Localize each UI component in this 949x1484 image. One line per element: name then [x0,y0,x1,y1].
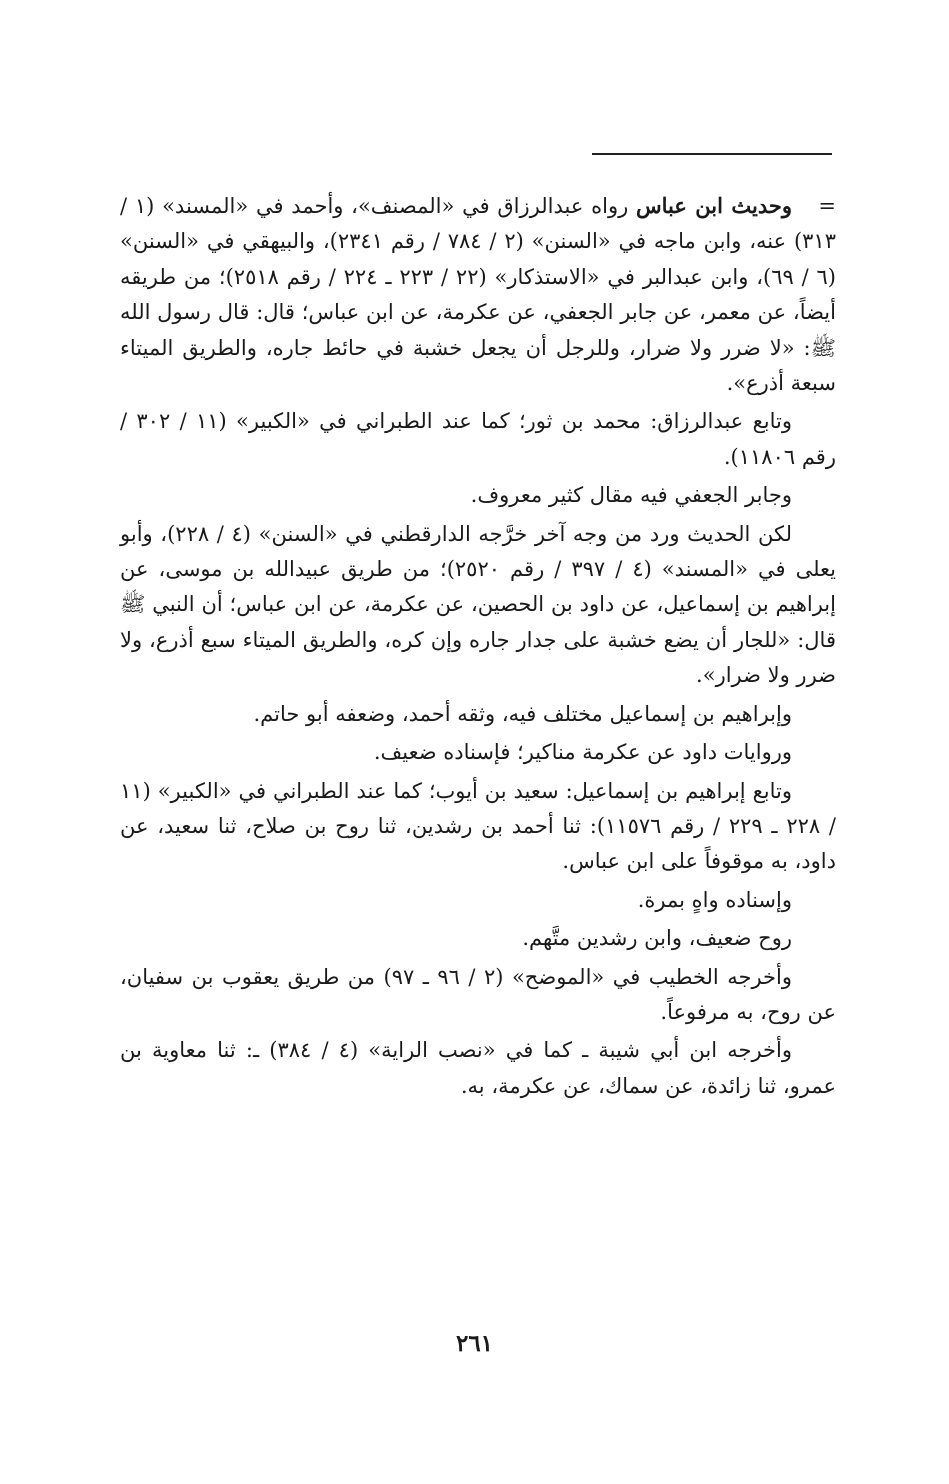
footnote-paragraph-8: وإسناده واهٍ بمرة. [637,887,792,912]
footnote-paragraph-9: روح ضعيف، وابن رشدين متَّهم. [522,926,792,951]
footnote-paragraph-2: وتابع عبدالرزاق: محمد بن ثور؛ كما عند الطبراني في «الكبير» (١١ / ٣٠٢ / رقم ١١٨٠٦). [120,409,836,469]
footnote-paragraph-1 [120,188,836,401]
footnote-paragraph-6: وروايات داود عن عكرمة مناكير؛ فإسناده ضعيف. [373,740,792,765]
footnote-paragraph-5: وإبراهيم بن إسماعيل مختلف فيه، وثقه أحمد، وضعفه أبو حاتم. [253,701,792,726]
continuation-marker: = [818,194,836,218]
page-number: ٢٦١ [455,1330,494,1357]
footnote-paragraph-1-text: رواه عبدالرزاق في «المصنف»، وأحمد في «المسند» (١ / ٣١٣) عنه، وابن ماجه في «السنن» (٢ / ٧٨٤ / رقم ٢٣٤١)، والبيهقي في «السنن» (٦ / ٦٩)، وابن عبدالبر في «الاستذكار» (٢٢ / ٢٢٣ ـ ٢٢٤ / رقم ٢٥١٨)؛ من طريقه أيضاً، عن معمر، عن جابر الجعفي، عن عكرمة، عن ابن عباس؛ قال: قال رسول الله ﷺ: «لا ضرر ولا ضرار، وللرجل أن يجعل خشبة في حائط جاره، والطريق الميتاء سبعة أذرع». [120,194,836,396]
footnote-paragraph-4: لكن الحديث ورد من وجه آخر خرَّجه الدارقطني في «السنن» (٤ / ٢٢٨)، وأبو يعلى في «المسند» (٤ / ٣٩٧ / رقم ٢٥٢٠)؛ من طريق عبيدالله بن موسى، عن إبراهيم بن إسماعيل، عن داود بن الحصين، عن عكرمة، عن ابن عباس؛ أن النبي ﷺ قال: «للجار أن يضع خشبة على جدار جاره وإن كره، والطريق الميتاء سبع أذرع، ولا ضرر ولا ضرار». [120,521,836,688]
footnote-paragraph-3: وجابر الجعفي فيه مقال كثير معروف. [470,483,792,508]
footnote-paragraph-11: وأخرجه ابن أبي شيبة ـ كما في «نصب الراية» (٤ / ٣٨٤) ـ: ثنا معاوية بن عمرو، ثنا زائدة، عن سماك، عن عكرمة، به. [120,1038,836,1098]
hadith-source-heading: وحديث ابن عباس [636,193,792,218]
footnote-paragraph-10: وأخرجه الخطيب في «الموضح» (٢ / ٩٦ ـ ٩٧) من طريق يعقوب بن سفيان، عن روح، به مرفوعاً. [120,964,836,1024]
footnote-separator-rule [592,153,832,155]
footnote-paragraph-7: وتابع إبراهيم بن إسماعيل: سعيد بن أيوب؛ كما عند الطبراني في «الكبير» (١١ / ٢٢٨ ـ ٢٢٩ / رقم ١١٥٧٦): ثنا أحمد بن رشدين، ثنا روح بن صلاح، ثنا سعيد، عن داود، به موقوفاً على ابن عباس. [120,778,836,874]
footnote-text-block [120,188,836,1107]
